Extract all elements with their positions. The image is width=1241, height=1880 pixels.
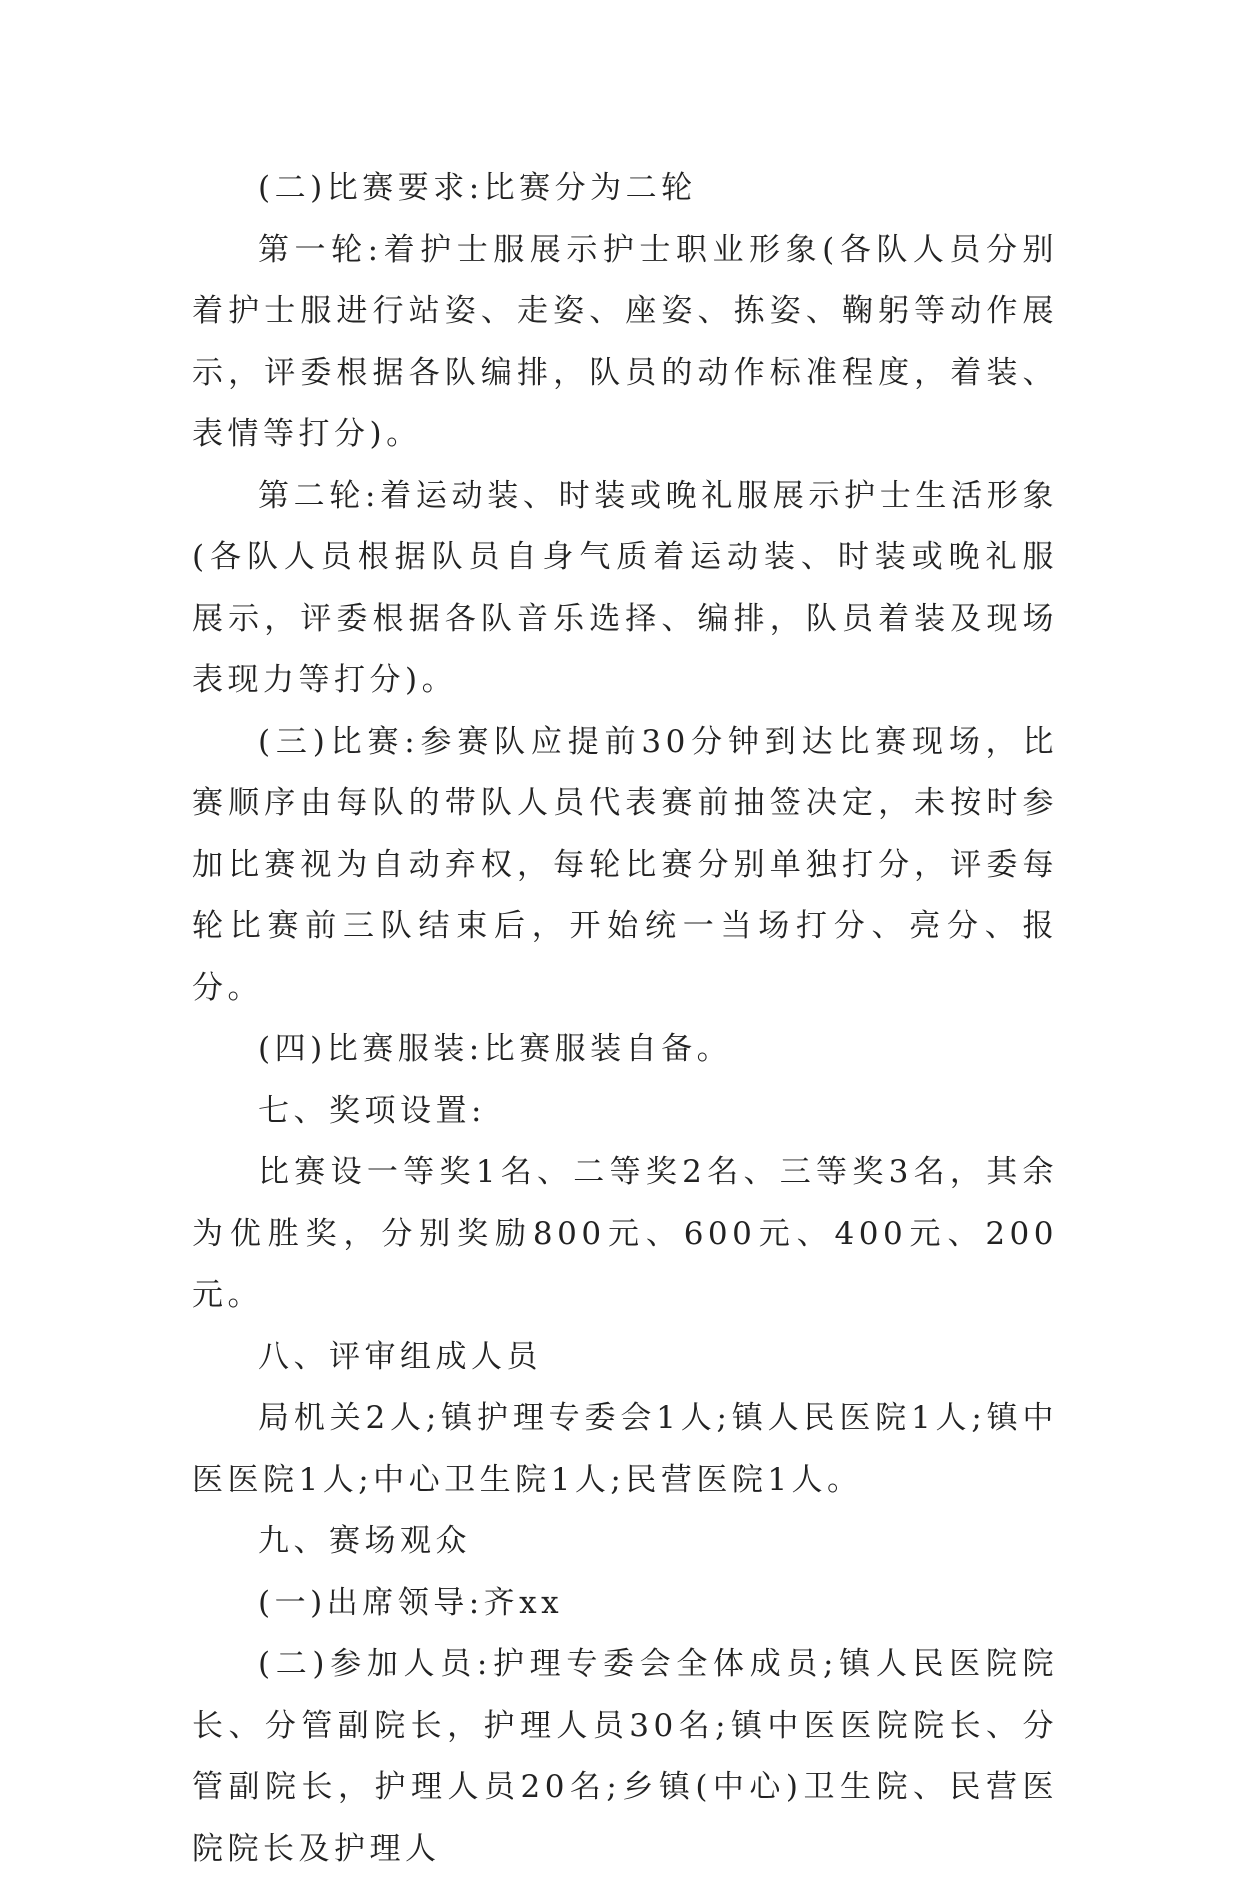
paragraph-attending-leaders: (一)出席领导:齐xx [258,1584,564,1621]
paragraph-competition-requirements: (二)比赛要求:比赛分为二轮 [258,170,697,206]
section-heading-judges: 八、评审组成人员 [258,1338,542,1375]
paragraph-competition-rules: (三)比赛:参赛队应提前30分钟到达比赛现场，比赛顺序由每队的带队人员代表赛前抽签决定，未按时参加比赛视为自动弃权，每轮比赛分别单独打分，评委每轮比赛前三队结束后，开始统一当场打分、亮分、报分。 [192,723,1058,1006]
paragraph-awards: 比赛设一等奖1名、二等奖2名、三等奖3名，其余为优胜奖，分别奖励800元、600元、400元、200元。 [192,1154,1058,1313]
section-heading-audience: 九、赛场观众 [258,1523,471,1559]
section-heading-awards: 七、奖项设置: [258,1092,486,1129]
document-body [192,158,1058,1880]
paragraph-round-two: 第二轮:着运动装、时装或晚礼服展示护士生活形象(各队人员根据队员自身气质着运动装、时装或晚礼服展示，评委根据各队音乐选择、编排，队员着装及现场表现力等打分)。 [192,477,1058,698]
paragraph-judges: 局机关2人;镇护理专委会1人;镇人民医院1人;镇中医医院1人;中心卫生院1人;民营医院1人。 [192,1400,1058,1498]
paragraph-competition-attire: (四)比赛服装:比赛服装自备。 [258,1031,733,1067]
paragraph-round-one: 第一轮:着护士服展示护士职业形象(各队人员分别着护士服进行站姿、走姿、座姿、拣姿、鞠躬等动作展示，评委根据各队编排，队员的动作标准程度，着装、表情等打分)。 [192,231,1058,452]
paragraph-participants: (二)参加人员:护理专委会全体成员;镇人民医院院长、分管副院长，护理人员30名;镇中医医院院长、分管副院长，护理人员20名;乡镇(中心)卫生院、民营医院院长及护理人 [192,1646,1058,1867]
